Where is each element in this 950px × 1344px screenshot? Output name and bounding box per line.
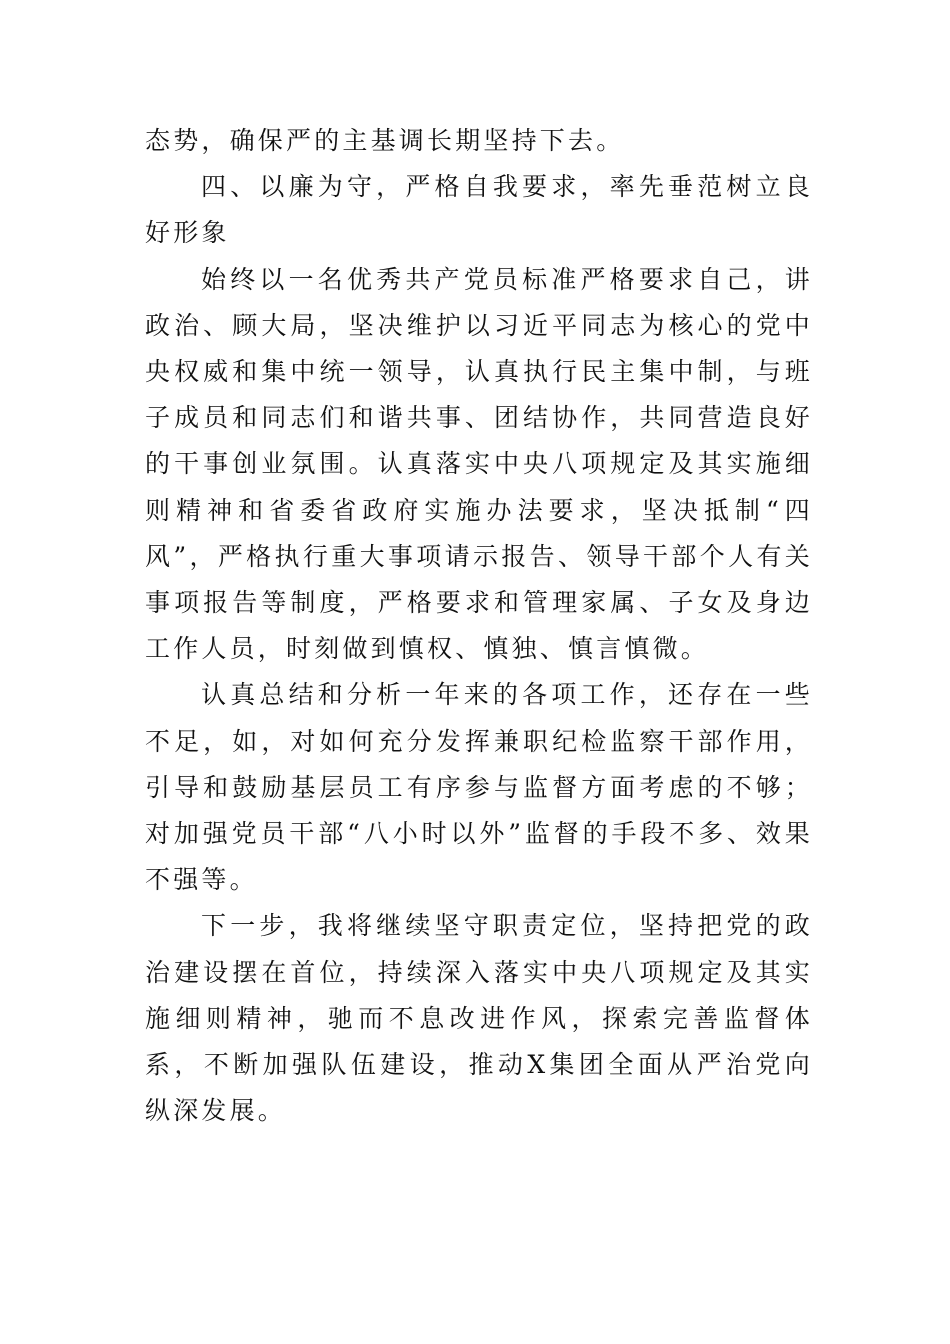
paragraph-next-steps: 下一步，我将继续坚守职责定位，坚持把党的政治建设摆在首位，持续深入落实中央八项规定及其实施细则精神，驰而不息改进作风，探索完善监督体系，不断加强队伍建设，推动X集团全面从严治党向纵深发展。 — [145, 911, 813, 1126]
section-heading-four: 四、以廉为守，严格自我要求，率先垂范树立良好形象 — [145, 172, 813, 248]
paragraph-shortcomings: 认真总结和分析一年来的各项工作，还存在一些不足，如，对如何充分发挥兼职纪检监察干部作用，引导和鼓励基层员工有序参与监督方面考虑的不够；对加强党员干部“八小时以外”监督的手段不多、效果不强等。 — [145, 680, 813, 895]
document-body — [145, 118, 813, 1134]
paragraph-integrity: 始终以一名优秀共产党员标准严格要求自己，讲政治、顾大局，坚决维护以习近平同志为核心的党中央权威和集中统一领导，认真执行民主集中制，与班子成员和同志们和谐共事、团结协作，共同营造良好的干事创业氛围。认真落实中央八项规定及其实施细则精神和省委省政府实施办法要求，坚决抵制“四风”，严格执行重大事项请示报告、领导干部个人有关事项报告等制度，严格要求和管理家属、子女及身边工作人员，时刻做到慎权、慎独、慎言慎微。 — [145, 264, 813, 664]
paragraph-continuation: 态势，确保严的主基调长期坚持下去。 — [145, 126, 625, 155]
